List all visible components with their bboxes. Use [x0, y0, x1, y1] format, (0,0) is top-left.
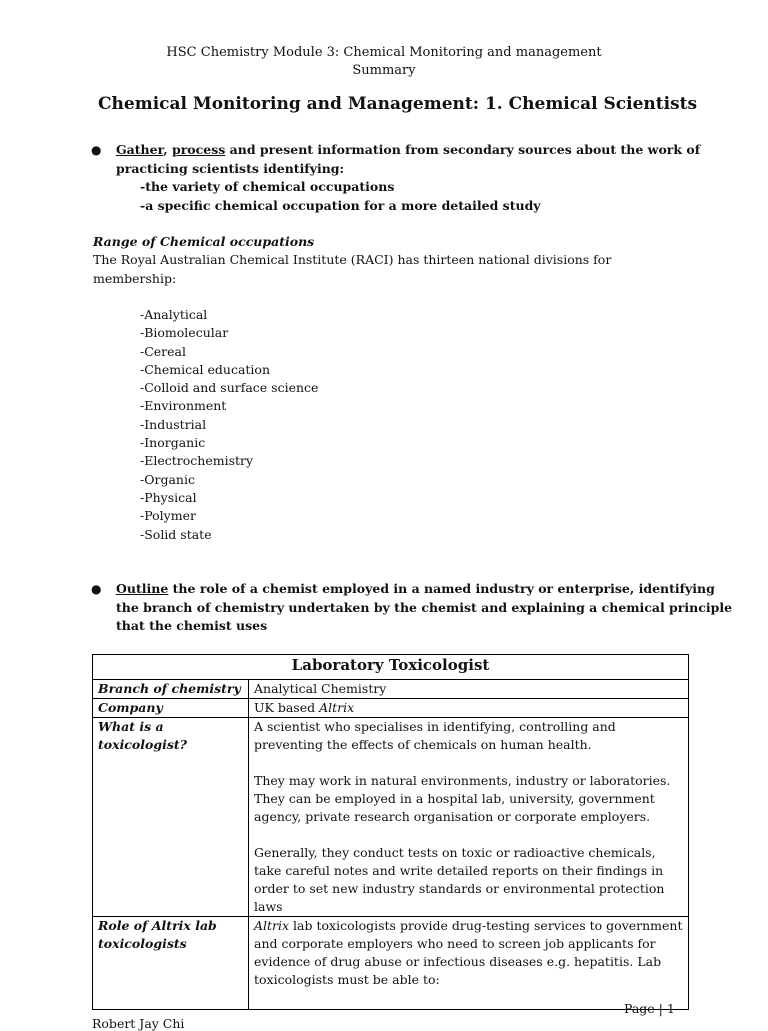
bullet-outline-text — [116, 580, 736, 636]
table-row — [93, 718, 689, 917]
division-item: -Electrochemistry — [140, 453, 254, 469]
keyword-process: process — [171, 142, 226, 157]
keyword-gather: Gather — [116, 142, 164, 157]
page-number: Page | 1 — [624, 1001, 675, 1016]
table-row — [93, 680, 689, 699]
division-item: -Physical — [140, 489, 197, 505]
table-heading: Laboratory Toxicologist — [93, 655, 689, 680]
role-text: lab toxicologists provide drug-testing services to government and corporate employers who need to screen job applicants for evidence of drug abuse or infectious diseases e.g. hepatitis. Lab toxicologists must be able to: — [254, 918, 683, 987]
bullet-outline — [91, 580, 736, 636]
range-heading: Range of Chemical occupations — [93, 234, 315, 249]
bullet-outline-rest: the role of a chemist employed in a named industry or enterprise, identifying the branch of chemistry undertaken by the chemist and explaining a chemical principle that the chemist uses — [116, 581, 733, 633]
keyword-outline: Outline — [116, 581, 169, 596]
row-label-company: Company — [93, 699, 249, 718]
bullet-gather-text — [116, 141, 736, 178]
row-label-what: What is a toxicologist? — [93, 718, 249, 917]
division-item: -Environment — [140, 398, 227, 414]
row-value-role — [249, 917, 689, 1010]
bullet-gather-sub-1: -the variety of chemical occupations — [140, 179, 395, 194]
bullet-icon: ● — [91, 143, 102, 157]
separator: , — [163, 142, 172, 157]
company-name: Altrix — [319, 700, 355, 715]
bullet-gather — [91, 141, 736, 215]
company-prefix: UK based — [254, 700, 320, 715]
header-line-2: Summary — [352, 63, 416, 78]
page-title: Chemical Monitoring and Management: 1. Chemical Scientists — [98, 94, 698, 114]
row-value-company — [249, 699, 689, 718]
bullet-gather-sub-2: -a specific chemical occupation for a more detailed study — [140, 197, 541, 213]
row-value-what — [249, 718, 689, 917]
range-intro: The Royal Australian Chemical Institute (RACI) has thirteen national divisions for membership: — [93, 252, 612, 286]
bullet-icon: ● — [91, 582, 102, 596]
division-item: -Organic — [140, 471, 195, 487]
toxicologist-table — [92, 654, 689, 1010]
row-label-branch: Branch of chemistry — [93, 680, 249, 699]
division-item: -Colloid and surface science — [140, 380, 319, 396]
table-row — [93, 917, 689, 1010]
division-item: -Cereal — [140, 343, 187, 359]
division-item: -Polymer — [140, 508, 196, 524]
what-paragraph-1: A scientist who specialises in identifying, controlling and preventing the effects of chemicals on human health. — [254, 719, 616, 752]
bullet-gather-rest: and present information from secondary sources about the work of practicing scientists identifying: — [116, 142, 701, 176]
division-item: -Inorganic — [140, 435, 206, 451]
division-list — [140, 306, 318, 544]
division-item: -Solid state — [140, 526, 212, 542]
table-row — [93, 699, 689, 718]
row-label-role: Role of Altrix lab toxicologists — [93, 917, 249, 1010]
page-header — [0, 44, 768, 80]
division-item: -Biomolecular — [140, 325, 229, 341]
role-company-name: Altrix — [254, 918, 290, 933]
header-line-1: HSC Chemistry Module 3: Chemical Monitoring and management — [166, 45, 602, 60]
what-paragraph-2: They may work in natural environments, industry or laboratories. They can be employed in a hospital lab, university, government agency, private research organisation or corporate employers. — [254, 773, 671, 824]
division-item: -Industrial — [140, 416, 207, 432]
author-name: Robert Jay Chi — [92, 1016, 185, 1031]
division-item: -Analytical — [140, 307, 208, 322]
what-paragraph-3: Generally, they conduct tests on toxic or radioactive chemicals, take careful notes and write detailed reports on their findings in order to set new industry standards or environmental protection laws — [254, 845, 665, 914]
division-item: -Chemical education — [140, 361, 271, 377]
row-value-branch: Analytical Chemistry — [249, 680, 689, 699]
